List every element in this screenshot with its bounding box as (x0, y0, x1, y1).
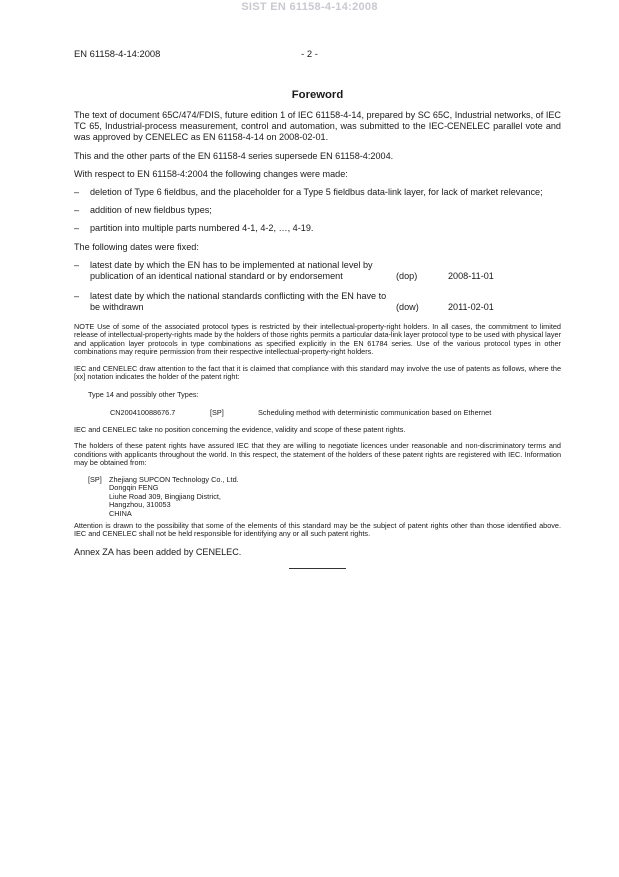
date-row (74, 291, 561, 313)
holders-assured-paragraph: The holders of these patent rights have assured IEC that they are willing to negotiate licences under reasonable and non-discriminatory terms and conditions with applicants throughout the world. In this respect, the statement of the holders of these patent rights are registered with IEC. Information may be obtained from: (74, 441, 561, 468)
dash-bullet: – (74, 187, 80, 198)
type-line: Type 14 and possibly other Types: (88, 389, 199, 399)
date-text: latest date by which the EN has to be implemented at national level by publication of an identical national standard or by endorsement (90, 259, 373, 282)
patent-holder: [SP] (210, 407, 224, 417)
no-position-paragraph: IEC and CENELEC take no position concerning the evidence, validity and scope of these patent rights. (74, 424, 406, 434)
patent-attention-paragraph: IEC and CENELEC draw attention to the fact that it is claimed that compliance with this standard may involve the use of patents as follows, where the [xx] notation indicates the holder of the patent right: (74, 363, 561, 382)
changes-intro: With respect to EN 61158-4:2004 the following changes were made: (74, 168, 348, 179)
address-ref: [SP] (88, 474, 102, 484)
date-code: (dop) (396, 271, 418, 282)
section-title: Foreword (291, 89, 344, 101)
note-paragraph: NOTE Use of some of the associated protocol types is restricted by their intellectual-property-right holders. In all cases, the commitment to limited release of intellectual-property-rights made by the holders of those rights permits a particular data-link layer protocol type to be used with physical layer and application layer protocols in type combinations as specified explicitly in the EN 61784 series. Use of the various protocol types in other combinations may require permission from their respective intellectual-property-right holders. (74, 321, 561, 357)
page-content (74, 89, 561, 569)
list-item (74, 187, 561, 198)
end-rule (289, 568, 346, 569)
address-line: Hangzhou, 310053 (109, 500, 171, 510)
watermark: SIST EN 61158-4-14:2008 (241, 1, 378, 13)
date-value: 2008-11-01 (448, 271, 494, 282)
date-text: latest date by which the national standards conflicting with the EN have to be withdrawn (90, 291, 387, 313)
change-text: deletion of Type 6 fieldbus, and the placeholder for a Type 5 fieldbus data-link layer, for lack of market relevance; (90, 187, 543, 198)
supersede-paragraph: This and the other parts of the EN 61158-4 series supersede EN 61158-4:2004. (74, 150, 394, 161)
intro-paragraph: The text of document 65C/474/FDIS, future edition 1 of IEC 61158-4-14, prepared by SC 65C, Industrial networks, of IEC TC 65, Industrial-process measurement, control and automation, was submitted to the IEC-CENELEC parallel vote and was approved by CENELEC as EN 61158-4-14 on 2008-02-01. (74, 110, 561, 143)
date-code: (dow) (396, 302, 419, 313)
address-line: Liuhe Road 309, Bingjiang District, (109, 491, 221, 501)
address-lines (109, 476, 239, 519)
dash-bullet: – (74, 205, 80, 216)
change-text: partition into multiple parts numbered 4-1, 4-2, …, 4-19. (90, 223, 314, 234)
other-patents-paragraph: Attention is drawn to the possibility that some of the elements of this standard may be the subject of patent rights other than those identified above. IEC and CENELEC shall not be held responsible for identifying any or all such patent rights. (74, 520, 561, 539)
dash-bullet: – (74, 291, 80, 302)
list-item (74, 205, 561, 216)
date-row (74, 260, 561, 282)
list-item (74, 223, 561, 234)
dates-intro: The following dates were fixed: (74, 241, 199, 252)
address-line: Dongqin FENG (109, 483, 159, 493)
change-text: addition of new fieldbus types; (90, 205, 212, 216)
patent-number: CN200410088676.7 (110, 407, 176, 417)
holder-address (88, 476, 561, 519)
page-number: - 2 - (301, 48, 318, 59)
patent-description: Scheduling method with deterministic communication based on Ethernet (258, 407, 492, 417)
dash-bullet: – (74, 259, 80, 270)
address-line: Zhejiang SUPCON Technology Co., Ltd. (109, 474, 239, 484)
annex-paragraph: Annex ZA has been added by CENELEC. (74, 546, 242, 557)
address-line: CHINA (109, 509, 132, 519)
patent-row (110, 408, 561, 417)
dash-bullet: – (74, 223, 80, 234)
date-value: 2011-02-01 (448, 302, 494, 313)
document-id: EN 61158-4-14:2008 (74, 48, 161, 59)
